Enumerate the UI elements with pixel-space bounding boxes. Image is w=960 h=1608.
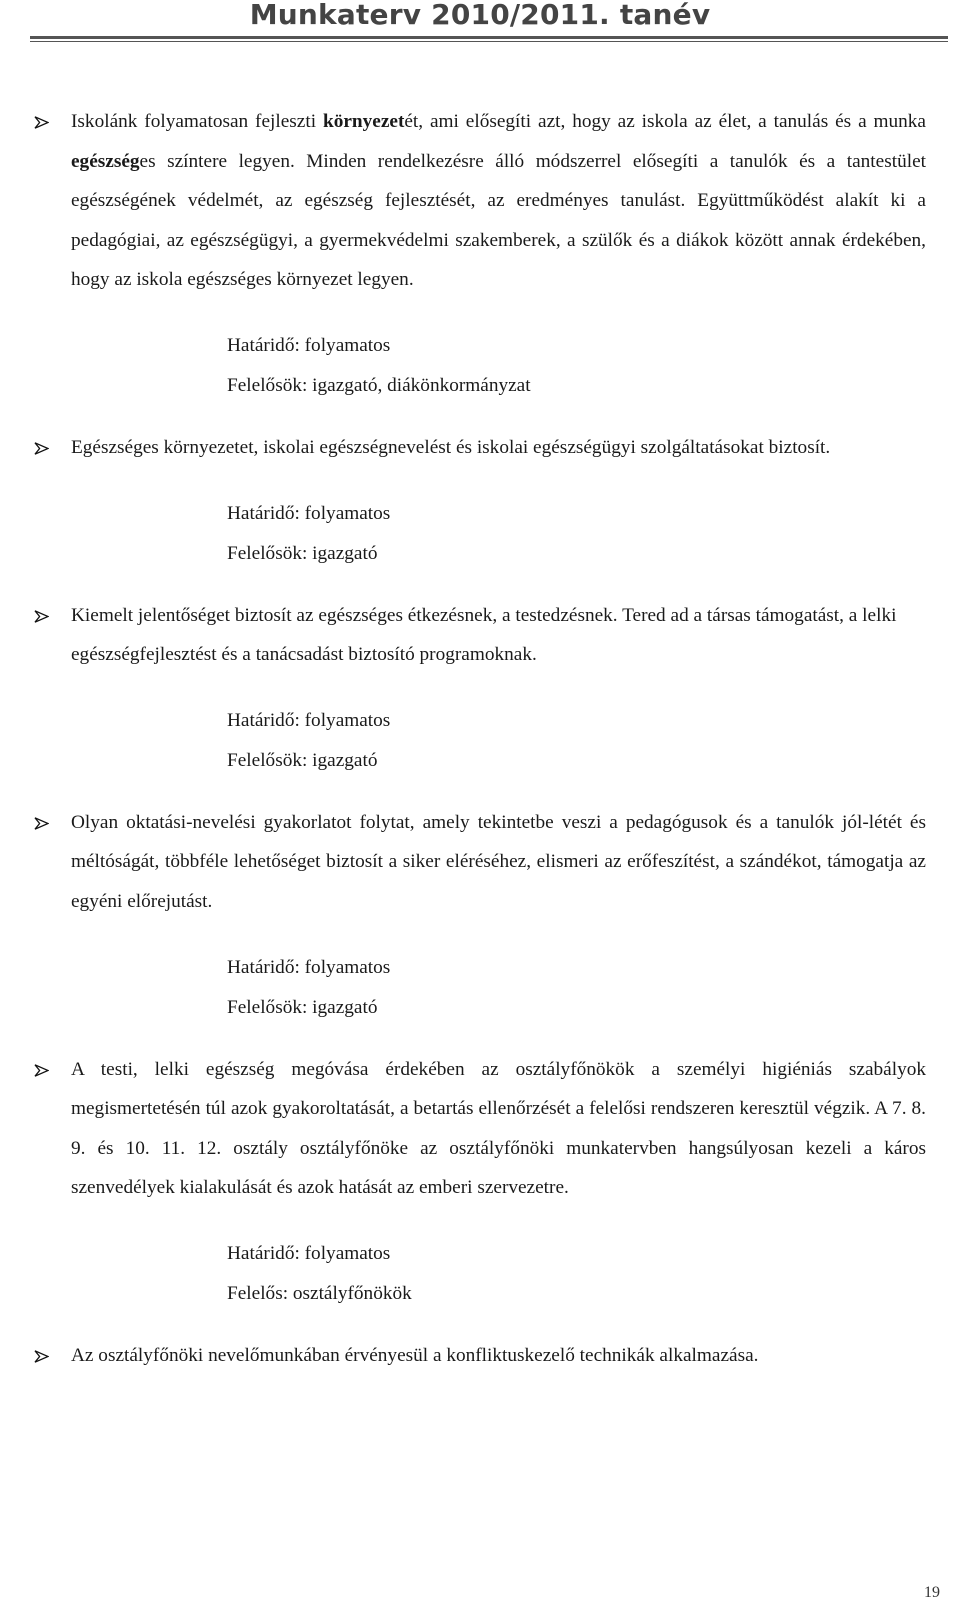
item-text [30, 428, 926, 468]
item-meta [30, 326, 926, 406]
text-run: Kiemelt jelentőséget biztosít az egészséges étkezésnek, a testedzésnek. Tered ad a társas támogatást, a lelki egészségfejlesztést és a tanácsadást biztosító programoknak. [71, 604, 897, 666]
item-meta [30, 494, 926, 574]
deadline-line: Határidő: folyamatos [227, 1242, 391, 1264]
deadline-line: Határidő: folyamatos [227, 334, 391, 356]
text-run: Az osztályfőnöki nevelőmunkában érvényesül a konfliktuskezelő technikák alkalmazása. [71, 1344, 759, 1366]
list-item [30, 1050, 926, 1314]
item-meta [30, 1234, 926, 1314]
page-header-title: Munkaterv 2010/2011. tanév [249, 0, 711, 31]
responsible-line: Felelős: osztályfőnökök [227, 1282, 412, 1304]
item-text [30, 1336, 926, 1376]
arrow-bullet-icon [34, 610, 49, 623]
list-item [30, 596, 926, 781]
list-item [30, 102, 926, 406]
arrow-bullet-icon [34, 116, 49, 129]
text-run: es színtere legyen. Minden rendelkezésre álló módszerrel elősegíti a tanulók és a tantestület egészségének védelmét, az egészség fejlesztését, az eredményes tanulást. Együttműködést alakít ki a pedagógiai, az egészségügyi, a gyermekvédelmi szakemberek, a szülők és a diákok között annak érdekében, hogy az iskola egészséges környezet legyen. [71, 150, 926, 291]
deadline-line: Határidő: folyamatos [227, 956, 391, 978]
header-rule-thick [30, 36, 948, 39]
deadline-line: Határidő: folyamatos [227, 709, 391, 731]
document-body [30, 102, 926, 1376]
list-item [30, 428, 926, 574]
item-text [30, 803, 926, 922]
item-text [30, 596, 926, 675]
page-number: 19 [924, 1584, 940, 1601]
responsible-line: Felelősök: igazgató, diákönkormányzat [227, 374, 531, 396]
text-run: ét, ami elősegíti azt, hogy az iskola az élet, a tanulás és a munka [404, 111, 926, 132]
text-run-bold: környezet [322, 111, 405, 132]
header-rule-thin [30, 41, 948, 42]
arrow-bullet-icon [34, 442, 49, 455]
deadline-line: Határidő: folyamatos [227, 502, 391, 524]
responsible-line: Felelősök: igazgató [227, 749, 378, 771]
text-run-bold: egészség [71, 150, 140, 172]
list-item [30, 1336, 926, 1376]
text-run: Iskolánk folyamatosan fejleszti [71, 111, 323, 132]
responsible-line: Felelősök: igazgató [227, 996, 378, 1018]
arrow-bullet-icon [34, 1064, 49, 1077]
item-text [30, 1050, 926, 1208]
arrow-bullet-icon [34, 1350, 49, 1363]
item-text [30, 102, 926, 300]
list-item [30, 803, 926, 1028]
text-run: Olyan oktatási-nevelési gyakorlatot folytat, amely tekintetbe veszi a pedagógusok és a tanulók jól-létét és méltóságát, többféle lehetőséget biztosít a siker eléréséhez, elismeri az erőfeszítést, a szándékot, támogatja az egyéni előrejutást. [71, 811, 926, 912]
text-run: A testi, lelki egészség megóvása érdekében az osztályfőnökök a személyi higiéniás szabályok megismertetésén túl azok gyakoroltatását, a betartás ellenőrzését a felelősi rendszeren keresztül végzik. A 7. 8. 9. és 10. 11. 12. osztály osztályfőnöke az osztályfőnöki munkatervben hangsúlyosan kezeli a káros szenvedélyek kialakulását és azok hatását az emberi szervezetre. [71, 1058, 926, 1199]
text-run: Egészséges környezetet, iskolai egészségnevelést és iskolai egészségügyi szolgáltatásokat biztosít. [71, 436, 831, 458]
item-meta [30, 948, 926, 1028]
item-meta [30, 701, 926, 781]
arrow-bullet-icon [34, 817, 49, 830]
responsible-line: Felelősök: igazgató [227, 542, 378, 564]
